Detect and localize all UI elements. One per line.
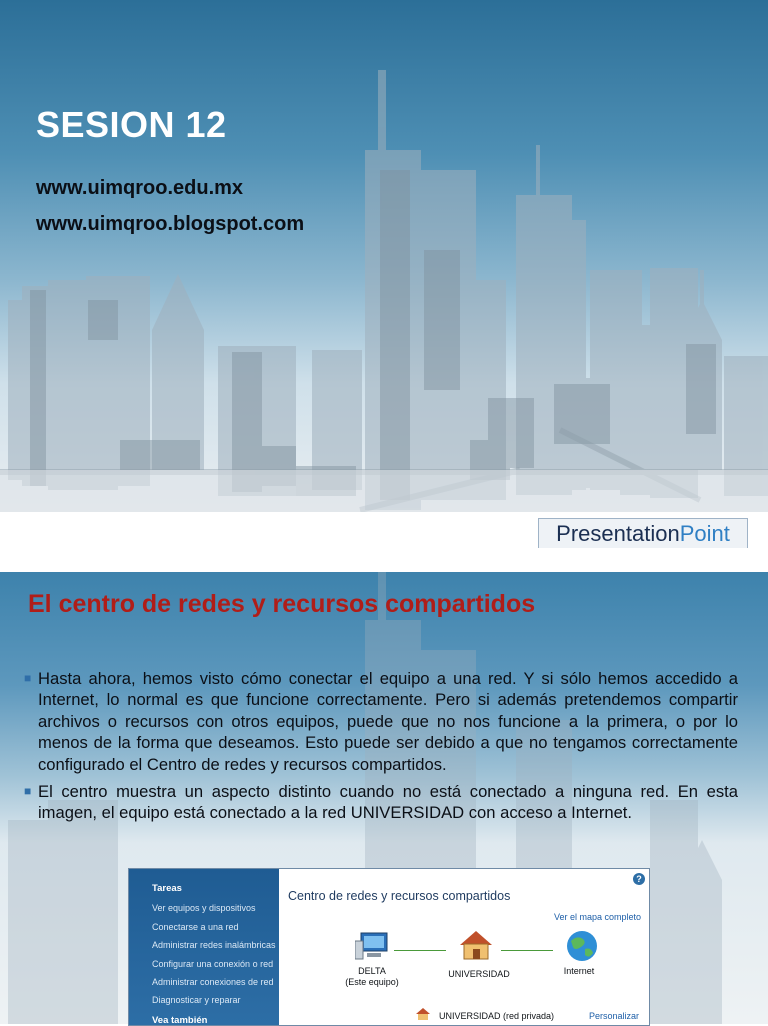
connection-line <box>394 950 446 951</box>
bullet-text: El centro muestra un aspecto distinto cuando no está conectado a ninguna red. En esta imagen, el equipo está conectado a la red UNIVERSIDAD con acceso a Internet. <box>38 782 738 823</box>
computer-name: DELTA <box>358 966 386 976</box>
sidebar-item-diagnose[interactable]: Diagnosticar y reparar <box>152 995 241 1005</box>
city-skyline-illustration <box>0 0 768 512</box>
computer-icon <box>355 931 391 961</box>
presentationpoint-logo <box>538 518 748 550</box>
small-house-icon <box>415 1007 431 1021</box>
globe-icon <box>565 929 599 963</box>
connection-line <box>501 950 553 951</box>
logo-part-2: Point <box>679 521 730 546</box>
slide-1-title: SESION 12 <box>36 104 227 145</box>
help-icon[interactable]: ? <box>633 873 645 885</box>
url-blog[interactable]: www.uimqroo.blogspot.com <box>36 213 305 235</box>
tasks-sidebar <box>129 869 279 1025</box>
network-center-main <box>279 869 649 1025</box>
network-name: UNIVERSIDAD <box>448 969 510 979</box>
bullet-text: Hasta ahora, hemos visto cómo conectar el equipo a una red. Y si sólo hemos accedido a Internet, lo normal es que funcione correctamente. Pero si además pretendemos compartir archivos o recursos con otros equipos, puede que no nos funcione a la primera, o por lo menos de la forma que deseamos. Esto puede ser debido a que no tengamos correctamente configurado el Centro de redes y recursos compartidos. <box>38 669 738 774</box>
logo-part-1: Presentation <box>556 521 680 546</box>
bullet-square-icon: ■ <box>24 784 32 799</box>
network-row-label: UNIVERSIDAD (red privada) <box>439 1011 555 1021</box>
sidebar-item-connect[interactable]: Conectarse a una red <box>152 922 239 932</box>
see-also-heading: Vea también <box>152 1015 208 1026</box>
sidebar-item-wireless[interactable]: Administrar redes inalámbricas <box>152 940 276 950</box>
sidebar-item-view-devices[interactable]: Ver equipos y dispositivos <box>152 903 256 913</box>
slide-separator <box>0 548 768 572</box>
sidebar-item-manage-connections[interactable]: Administrar conexiones de red <box>152 977 274 987</box>
internet-label: Internet <box>563 966 595 976</box>
full-map-link[interactable]: Ver el mapa completo <box>553 912 641 922</box>
network-center-title: Centro de redes y recursos compartidos <box>288 889 511 903</box>
slide-1 <box>0 0 768 512</box>
url-edu[interactable]: www.uimqroo.edu.mx <box>36 177 244 199</box>
tasks-heading: Tareas <box>152 883 182 894</box>
house-network-icon <box>459 929 493 961</box>
customize-link[interactable]: Personalizar <box>588 1011 639 1021</box>
slide-2-title: El centro de redes y recursos compartidos <box>28 590 536 618</box>
slide-2-body <box>14 668 738 830</box>
bullet-square-icon: ■ <box>24 671 32 685</box>
sidebar-item-setup[interactable]: Configurar una conexión o red <box>152 959 274 969</box>
computer-subtitle: (Este equipo) <box>345 977 399 987</box>
bullet-item <box>14 668 738 775</box>
bullet-item <box>14 781 738 824</box>
network-center-screenshot <box>128 868 650 1026</box>
